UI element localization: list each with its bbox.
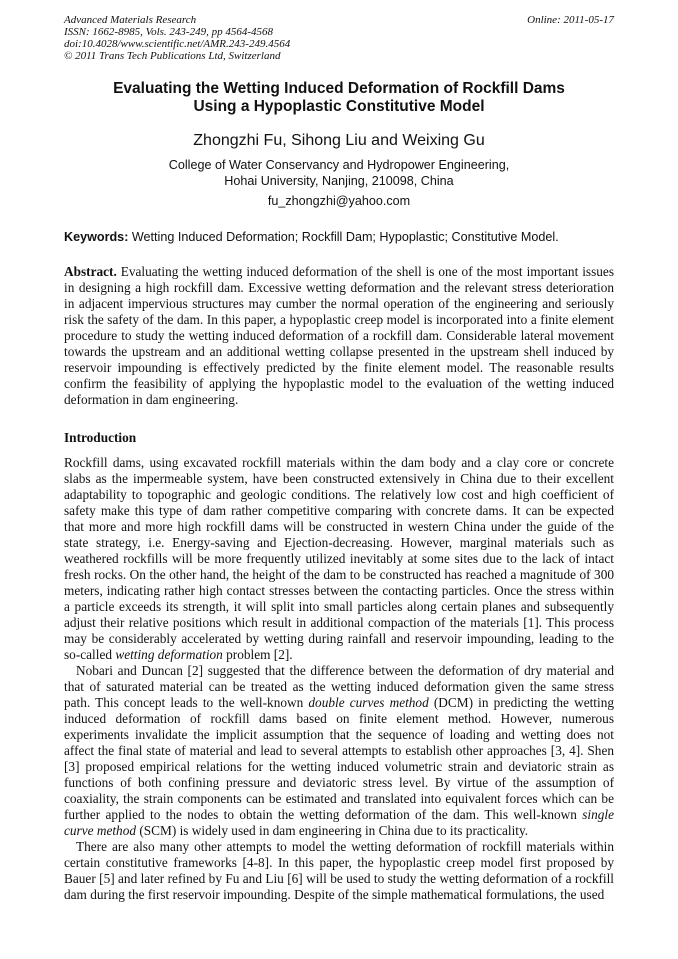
text-line: induced deformation of rockfill dams based on finite element method. However, numerous	[64, 711, 614, 726]
text-line: risk the safety of the dam. In this paper, a hypoplastic creep model is incorporated into a finite element	[64, 312, 614, 327]
text-line: deformation in dam engineering.	[64, 392, 239, 407]
copyright: © 2011 Trans Tech Publications Ltd, Switzerland	[64, 50, 281, 62]
text-line: may be considerably accelerated by wetting during rainfall and reservoir impounding, leading to the	[64, 631, 614, 646]
text-line: dam during the first reservoir impounding. Despite of the simple mathematical formulations, the used	[64, 887, 605, 902]
text-line: path. This concept leads to the well-known double curves method (DCM) in predicting the wetting	[64, 695, 614, 710]
text-line: [3] proposed empirical relations for the wetting induced volumetric strain and deviatoric strain as	[64, 759, 614, 774]
text-line: curve method (SCM) is widely used in dam engineering in China due to its practicality.	[64, 823, 529, 838]
text-line: coaxiality, the strain components can be estimated and translated into equivalent forces which can be	[64, 791, 614, 806]
text-line: Bauer [5] and later refined by Fu and Liu [6] will be used to study the wetting deformation of a rockfill	[64, 871, 614, 886]
text-line: further applied to the nodes to obtain the wetting deformation of the dam. This well-known single	[64, 807, 614, 822]
text-line: Abstract. Evaluating the wetting induced deformation of the shell is one of the most important issues	[64, 264, 614, 279]
author-email[interactable]: fu_zhongzhi@yahoo.com	[267, 194, 411, 208]
text-line: in adjacent impervious structures may cumber the normal operation of the engineering and seriously	[64, 296, 614, 311]
paragraph	[64, 839, 614, 903]
issn: ISSN: 1662-8985, Vols. 243-249, pp 4564-4568	[64, 26, 273, 38]
text-line: procedure to study the wetting induced deformation of a rockfill dam. Considerable lateral movement	[64, 328, 614, 343]
text-line: fresh rocks. On the other hand, the height of the dam to be constructed has reached a magnitude of 300	[64, 567, 614, 582]
keywords	[64, 229, 624, 245]
text-line: towards the upstream and an additional wetting collapse presented in the upstream shell induced by	[64, 344, 614, 359]
text-line: so-called wetting deformation problem [2].	[64, 647, 293, 662]
text-line: functions of both confining pressure and deviatoric stress level. By virtue of the assumption of	[64, 775, 614, 790]
text-line: experiments invalidate the implicit assumption that the sequence of loading and wetting does not	[64, 727, 614, 742]
paper-title	[0, 80, 678, 116]
text-line: adaptability to topographic and geologic conditions. The relatively low cost and high coefficient of	[64, 487, 614, 502]
text-line: in designing a high rockfill dam. Excessive wetting deformation and the relevant stress deterioration	[64, 280, 614, 295]
section-heading-introduction: Introduction	[64, 430, 137, 445]
text-line: reservoir impounding is effectively predicted by the finite element model. The reasonable results	[64, 360, 614, 375]
title-line-1: Evaluating the Wetting Induced Deformation of Rockfill Dams	[113, 80, 565, 97]
affiliation-line-2: Hohai University, Nanjing, 210098, China	[224, 174, 454, 188]
abstract-label: Abstract.	[64, 264, 117, 279]
title-line-2: Using a Hypoplastic Constitutive Model	[193, 98, 485, 115]
affiliation	[0, 157, 678, 189]
paragraph	[64, 264, 614, 408]
abstract	[64, 264, 614, 408]
affiliation-line-1: College of Water Conservancy and Hydropower Engineering,	[168, 158, 510, 172]
italic-term: single	[582, 807, 614, 822]
italic-term: curve method	[64, 823, 136, 838]
text-line: slabs as the impermeable system, have been constructed extensively in China due to their excellent	[64, 471, 614, 486]
text-line: that of saturated material can be treated as the wetting induced deformation given the same stress	[64, 679, 614, 694]
text-line: certain constitutive frameworks [4-8]. In this paper, the hypoplastic creep model first proposed by	[64, 855, 614, 870]
paragraph	[64, 455, 614, 663]
text-line: state strategy, i.e. Energy-saving and Ejection-decreasing. However, marginal materials such as	[64, 535, 614, 550]
keywords-label: Keywords:	[64, 230, 129, 244]
text-line: adjust their relative positions which result in additional compaction of the materials [1]. This process	[64, 615, 614, 630]
journal-name: Advanced Materials Research	[64, 14, 197, 26]
text-line: meters, indicating rather high contact stresses between the contacting particles. Once the stress within	[64, 583, 614, 598]
italic-term: wetting deformation	[115, 647, 223, 662]
text-line: weathered rockfills will be more frequently utilized inevitably at some sites due to the lack of intact	[64, 551, 614, 566]
text-line: affect the final state of material and lead to several attempts to establish other approaches [3, 4]. Shen	[64, 743, 614, 758]
text-line: Rockfill dams, using excavated rockfill materials within the dam body and a clay core or concrete	[64, 455, 614, 470]
online-date: Online: 2011-05-17	[527, 14, 614, 26]
introduction-body	[64, 455, 614, 903]
keywords-text: Wetting Induced Deformation; Rockfill Dam; Hypoplastic; Constitutive Model.	[128, 230, 559, 244]
paragraph	[64, 663, 614, 839]
text-line: that more and more high rockfill dams will be constructed in western China under the guide of the	[64, 519, 614, 534]
text-line: Nobari and Duncan [2] suggested that the difference between the deformation of dry material and	[76, 663, 614, 678]
text-line: safety make this type of dam rather competitive comparing with concrete dams. It can be expected	[64, 503, 614, 518]
text-line: There are also many other attempts to model the wetting deformation of rockfill materials within	[76, 839, 614, 854]
text-line: a particle exceeds its strength, it will split into small particles along certain planes and subsequently	[64, 599, 614, 614]
doi: doi:10.4028/www.scientific.net/AMR.243-249.4564	[64, 38, 291, 50]
italic-term: double curves method	[308, 695, 429, 710]
text-line: confirm the feasibility of applying the hypoplastic model to the evaluation of the wetting induced	[64, 376, 614, 391]
authors: Zhongzhi Fu, Sihong Liu and Weixing Gu	[193, 132, 485, 149]
journal-header	[64, 14, 614, 62]
